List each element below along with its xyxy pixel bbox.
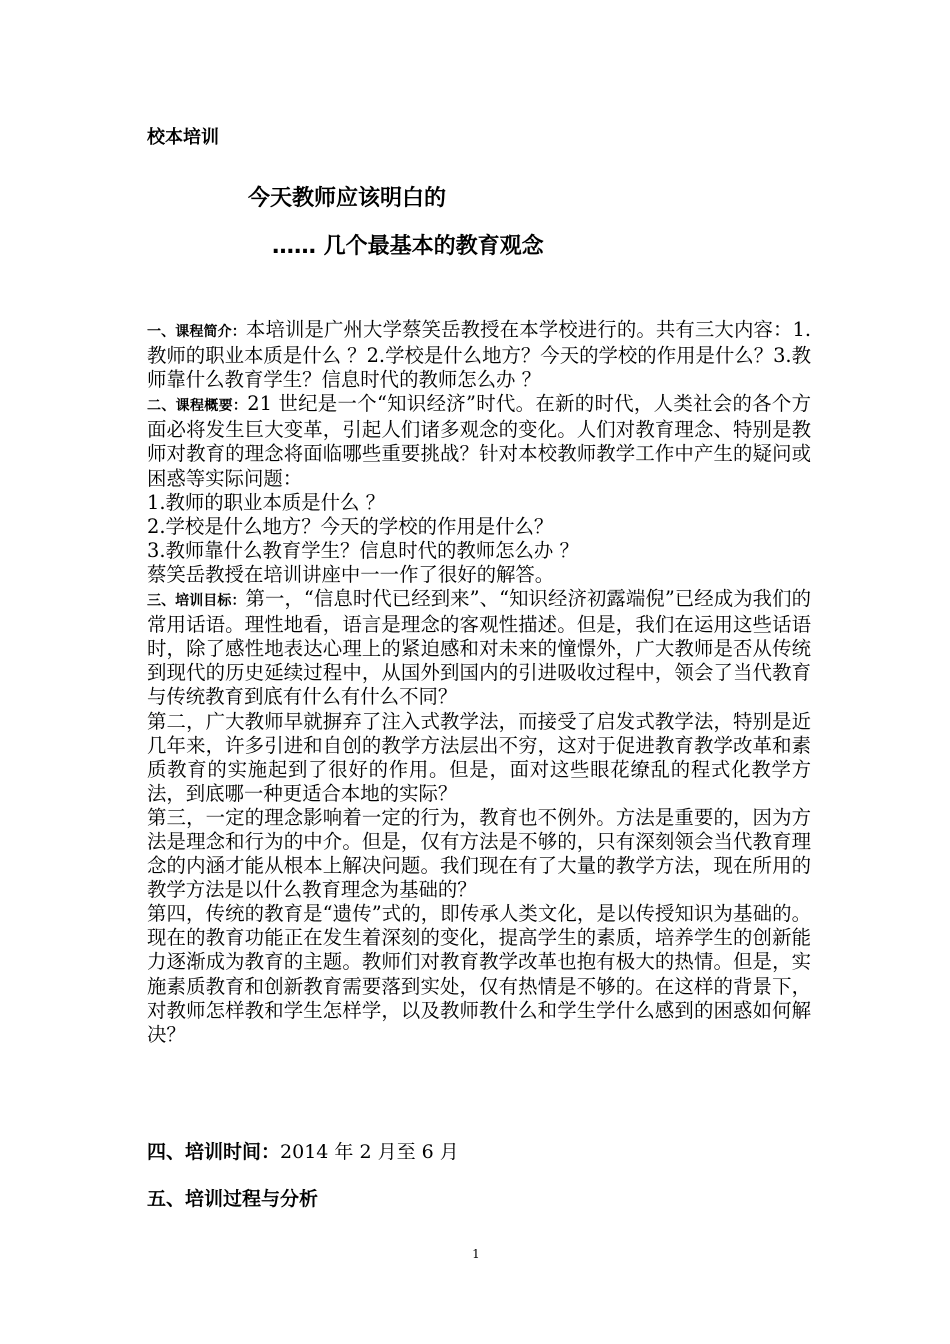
- list-item: 1.教师的职业本质是什么 ？: [147, 490, 385, 514]
- section-1-text: 本培训是广州大学蔡笑岳教授在本学校进行的。共有三大内容：1.教师的职业本质是什么 ？2.学校是什么地方？今天的学校的作用是什么？3.教师靠什么教育学生？信息时代的教师怎么办 ？: [147, 318, 812, 392]
- list-item: 蔡笑岳教授在培训讲座中一一作了很好的解答。: [147, 562, 555, 586]
- section-2-heading: 二、课程概要：: [147, 398, 248, 415]
- document-tag: 校本培训: [147, 127, 219, 148]
- section-2-paragraph: [147, 392, 811, 490]
- title-line-1: 今天教师应该明白的: [248, 186, 447, 211]
- section-1-heading: 一、课程简介：: [147, 324, 246, 340]
- title-line-2: …… 几个最基本的教育观念: [272, 234, 544, 259]
- section-4-text: 2014 年 2 月至 6 月: [280, 1141, 459, 1163]
- section-1-paragraph: [147, 318, 811, 392]
- section-3-text: 第一，“信息时代已经到来”、“知识经济初露端倪”已经成为我们的常用话语。理性地看，语言是理念的客观性描述。但是，我们在运用这些话语时，除了感性地表达心理上的紧迫感和对未来的憧憬外，广大教师是否从传统到现代的历史延续过程中，从国外到国内的引进吸收过程中，领会了当代教育与传统教育到底有什么有什么不同？: [147, 587, 811, 709]
- list-item: 2.学校是什么地方？今天的学校的作用是什么？: [147, 514, 554, 538]
- goal-paragraph-4: 第四，传统的教育是“遗传”式的，即传承人类文化，是以传授知识为基础的。现在的教育功能正在发生着深刻的变化，提高学生的素质，培养学生的创新能力逐渐成为教育的主题。教师们对教育教学改革也抱有极大的热情。但是，实施素质教育和创新教育需要落到实处，仅有热情是不够的。在这样的背景下，对教师怎样教和学生怎样学，以及教师教什么和学生学什么感到的困惑如何解决？: [147, 902, 811, 1046]
- section-2-text: 21 世纪是一个“知识经济”时代。在新的时代，人类社会的各个方面必将发生巨大变革，引起人们诸多观念的变化。人们对教育理念、特别是教师对教育的理念将面临哪些重要挑战？针对本校教师教学工作中产生的疑问或困惑等实际问题：: [147, 392, 811, 490]
- section-3-heading: 三、培训目标：: [147, 593, 246, 610]
- goal-paragraph-2: 第二，广大教师早就摒弃了注入式教学法，而接受了启发式教学法，特别是近几年来，许多引进和自创的教学方法层出不穷，这对于促进教育教学改革和素质教育的实施起到了很好的作用。但是，面对这些眼花缭乱的程式化教学方法，到底哪一种更适合本地的实际？: [147, 709, 811, 805]
- section-3-paragraph: [147, 587, 811, 709]
- document-body: [147, 318, 811, 1047]
- page-number: 1: [472, 1247, 480, 1261]
- section-4-line: [147, 1139, 459, 1165]
- section-4-heading: 四、培训时间：: [147, 1141, 281, 1163]
- list-item: 3.教师靠什么教育学生？信息时代的教师怎么办 ？: [147, 538, 579, 562]
- section-5-heading: 五、培训过程与分析: [147, 1188, 319, 1210]
- goal-paragraph-3: 第三，一定的理念影响着一定的行为，教育也不例外。方法是重要的，因为方法是理念和行为的中介。但是，仅有方法是不够的，只有深刻领会当代教育理念的内涵才能从根本上解决问题。我们现在有了大量的教学方法，现在所用的教学方法是以什么教育理念为基础的？: [147, 805, 811, 902]
- section-5-line: [147, 1186, 318, 1212]
